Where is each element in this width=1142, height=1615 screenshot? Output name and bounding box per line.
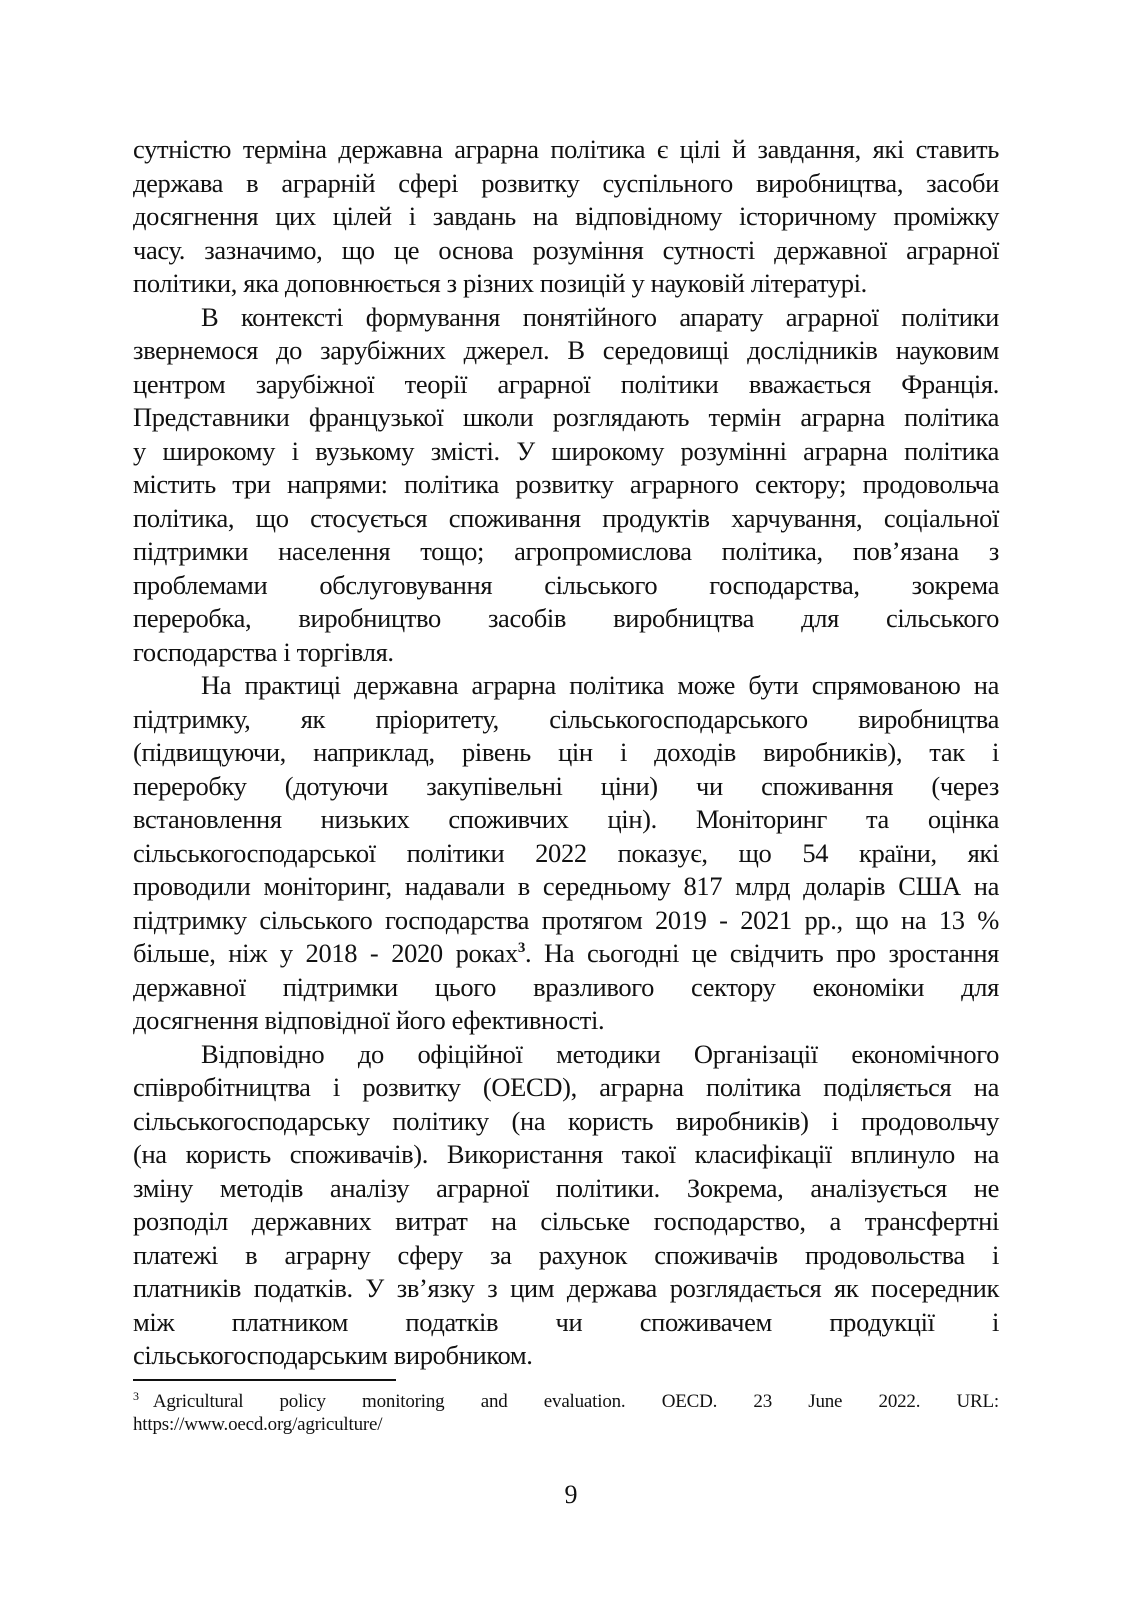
text-segment: . На сьогодні це свідчить про зростання	[524, 938, 999, 968]
text-line: сільськогосподарським виробником.	[133, 1340, 533, 1370]
paragraph-4	[133, 1038, 999, 1373]
text-line: сільськогосподарську політику (на користь виробників) і продовольчу	[133, 1105, 999, 1136]
text-line: встановлення низьких споживчих цін). Моніторинг та оцінка	[133, 804, 999, 834]
text-line: досягнення цих цілей і завдань на відповідному історичному проміжку	[133, 201, 999, 231]
paragraph-1	[133, 133, 999, 301]
footnote-separator	[133, 1379, 396, 1381]
text-line: держава в аграрній сфері розвитку суспільного виробництва, засоби	[133, 167, 999, 198]
footnote-line	[133, 1390, 999, 1413]
footnote	[133, 1390, 999, 1436]
text-line: проблемами обслуговування сільського господарства, зокрема	[133, 569, 999, 600]
footnote-url-link[interactable]: https://www.oecd.org/agriculture/	[133, 1414, 383, 1435]
text-line: платежі в аграрну сферу за рахунок споживачів продовольства і	[133, 1239, 999, 1270]
text-line: співробітництва і розвитку (OECD), аграрна політика поділяється на	[133, 1072, 999, 1102]
text-line: (підвищуючи, наприклад, рівень цін і доходів виробників), так і	[133, 737, 999, 767]
text-line: проводили моніторинг, надавали в середньому 817 млрд доларів США на	[133, 871, 999, 901]
text-line: господарства і торгівля.	[133, 636, 394, 667]
text-line: платників податків. У зв’язку з цим держава розглядається як посередник	[133, 1273, 999, 1303]
page-number: 9	[564, 1480, 578, 1509]
text-line: політики, яка доповнюється з різних позицій у науковій літературі.	[133, 268, 867, 298]
text-line: В контексті формування понятійного апарату аграрної політики	[201, 301, 999, 332]
text-line: Відповідно до офіційної методики Організації економічного	[201, 1038, 999, 1069]
text-line: центром зарубіжної теорії аграрної політики вважається Франція.	[133, 368, 999, 399]
text-segment: більше, ніж у 2018 - 2020 роках	[133, 938, 518, 968]
text-line: у широкому і вузькому змісті. У широкому розумінні аграрна політика	[133, 435, 999, 466]
text-line: підтримки населення тощо; агропромислова політика, пов’язана з	[133, 536, 999, 566]
text-line: державної підтримки цього вразливого сектору економіки для	[133, 971, 999, 1002]
text-line: між платником податків чи споживачем продукції і	[133, 1306, 999, 1337]
text-line: політика, що стосується споживання продуктів харчування, соціальної	[133, 502, 999, 533]
text-line: Представники французької школи розглядають термін аграрна політика	[133, 402, 999, 432]
text-line: підтримку, як пріоритету, сільськогосподарського виробництва	[133, 703, 999, 734]
footnote-citation: Agricultural policy monitoring and evaluation. OECD. 23 June 2022. URL:	[152, 1391, 999, 1412]
text-line: (на користь споживачів). Використання такої класифікації вплинуло на	[133, 1139, 999, 1169]
paragraph-2	[133, 301, 999, 670]
text-line: часу. зазначимо, що це основа розуміння сутності державної аграрної	[133, 234, 999, 265]
text-line: переробка, виробництво засобів виробництва для сільського	[133, 603, 999, 633]
text-line: сутністю терміна державна аграрна політика є цілі й завдання, які ставить	[133, 134, 999, 164]
footnote-reference[interactable]: 3	[517, 940, 525, 956]
text-line: розподіл державних витрат на сільське господарство, а трансфертні	[133, 1206, 999, 1236]
footnote-number: 3	[133, 1389, 139, 1403]
text-line: містить три напрями: політика розвитку аграрного сектору; продовольча	[133, 469, 999, 499]
text-line: підтримку сільського господарства протягом 2019 - 2021 рр., що на 13 %	[133, 904, 999, 935]
text-line: досягнення відповідної його ефективності.	[133, 1005, 605, 1035]
text-line: На практиці державна аграрна політика може бути спрямованою на	[201, 670, 999, 700]
text-line: звернемося до зарубіжних джерел. В середовищі дослідників науковим	[133, 335, 999, 365]
text-line: переробку (дотуючи закупівельні ціни) чи споживання (через	[133, 770, 999, 801]
body-text	[133, 133, 999, 1373]
text-line: зміну методів аналізу аграрної політики. Зокрема, аналізується не	[133, 1172, 999, 1203]
text-line-with-footnote	[133, 937, 999, 971]
text-line: сільськогосподарської політики 2022 показує, що 54 країни, які	[133, 837, 999, 868]
paragraph-3	[133, 669, 999, 1038]
